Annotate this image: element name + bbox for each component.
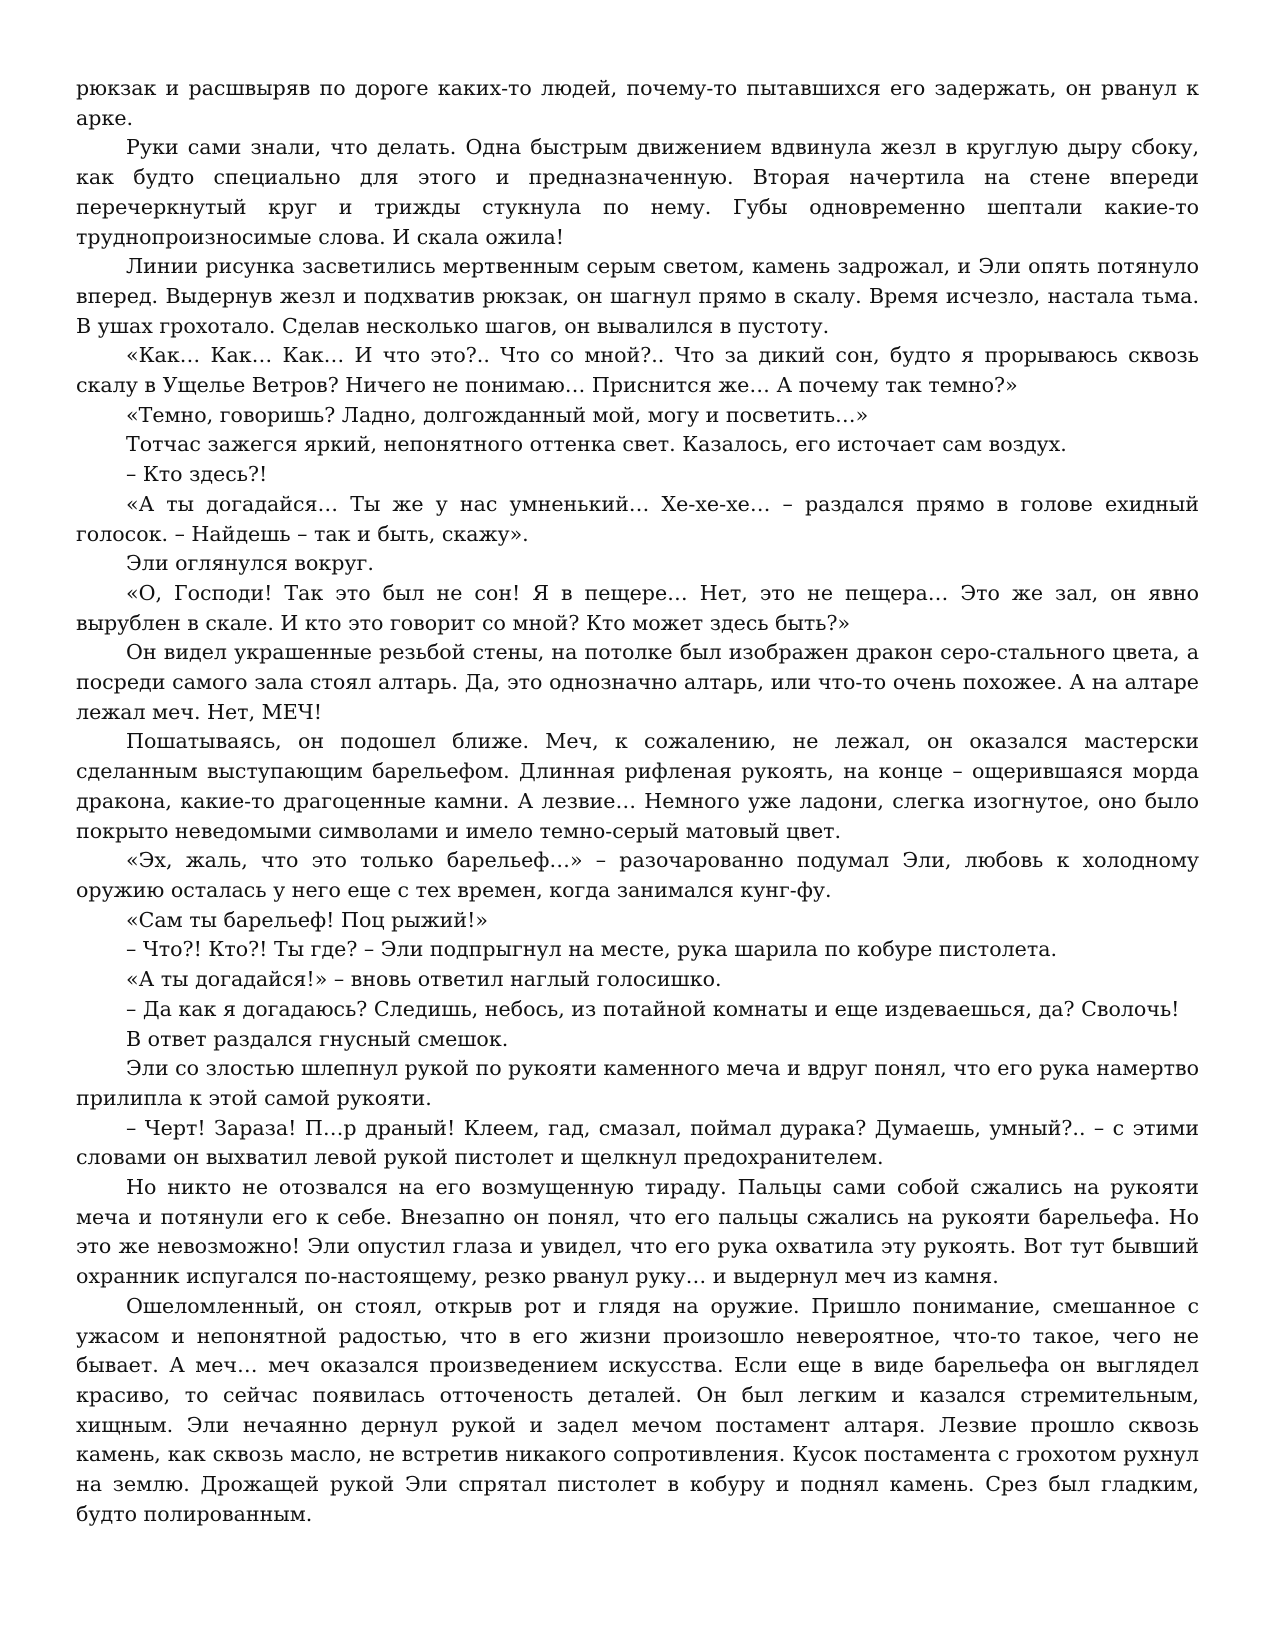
paragraph: «Сам ты барельеф! Поц рыжий!» [126,907,488,932]
paragraph: «А ты догадайся… Ты же у нас умненький… Хе-хе-хе… – раздался прямо в голове ехидный голосок. – Найдешь – так и быть, скажу». [76,491,1199,546]
paragraph: В ответ раздался гнусный смешок. [126,1026,509,1051]
paragraph: «Как… Как… Как… И что это?.. Что со мной?.. Что за дикий сон, будто я прорываюсь сквозь скалу в Ущелье Ветров? Ничего не понимаю… Приснится же… А почему так темно?» [76,343,1199,398]
paragraph: «Эх, жаль, что это только барельеф…» – разочарованно подумал Эли, любовь к холодному оружию осталась у него еще с тех времен, когда занимался кунг-фу. [76,848,1199,902]
paragraph: – Что?! Кто?! Ты где? – Эли подпрыгнул на месте, рука шарила по кобуре пистолета. [126,937,1058,962]
paragraph: Эли оглянулся вокруг. [126,551,374,576]
document-page [76,74,1199,1529]
paragraph: – Черт! Зараза! П…р драный! Клеем, гад, смазал, поймал дурака? Думаешь, умный?.. – с этими словами он выхватил левой рукой пистолет и щелкнул предохранителем. [76,1115,1199,1170]
paragraph: «А ты догадайся!» – вновь ответил наглый голосишко. [126,967,722,992]
paragraph: «Темно, говоришь? Ладно, долгожданный мой, могу и посветить…» [126,402,869,427]
paragraph: – Да как я догадаюсь? Следишь, небось, из потайной комнаты и еще издеваешься, да? Сволочь! [126,996,1180,1021]
paragraph: – Кто здесь?! [126,462,268,487]
paragraph: Но никто не отозвался на его возмущенную тираду. Пальцы сами собой сжались на рукояти меча и потянули его к себе. Внезапно он понял, что его пальцы сжались на рукояти барельефа. Но это же невозможно! Эли опустил глаза и увидел, что его рука охватила эту рукоять. Вот тут бывший охранник испугался по-настоящему, резко рванул руку… и выдернул меч из камня. [76,1175,1199,1289]
paragraph: Линии рисунка засветились мертвенным серым светом, камень задрожал, и Эли опять потянуло вперед. Выдернув жезл и подхватив рюкзак, он шагнул прямо в скалу. Время исчезло, настала тьма. В ушах грохотало. Сделав несколько шагов, он вывалился в пустоту. [76,254,1199,338]
paragraph: рюкзак и расшвыряв по дороге каких-то людей, почему-то пытавшихся его задержать, он рванул к арке. [76,76,1199,130]
paragraph: Тотчас зажегся яркий, непонятного оттенка свет. Казалось, его источает сам воздух. [126,432,1067,457]
paragraph: «О, Господи! Так это был не сон! Я в пещере… Нет, это не пещера… Это же зал, он явно вырублен в скале. И кто это говорит со мной? Кто может здесь быть?» [76,580,1199,635]
paragraph: Пошатываясь, он подошел ближе. Меч, к сожалению, не лежал, он оказался мастерски сделанным выступающим барельефом. Длинная рифленая рукоять, на конце – ощерившаяся морда дракона, какие-то драгоценные камни. А лезвие… Немного уже ладони, слегка изогнутое, оно было покрыто неведомыми символами и имело темно-серый матовый цвет. [76,729,1199,843]
paragraph: Ошеломленный, он стоял, открыв рот и глядя на оружие. Пришло понимание, смешанное с ужасом и непонятной радостью, что в его жизни произошло невероятное, что-то такое, чего не бывает. А меч… меч оказался произведением искусства. Если еще в виде барельефа он выглядел красиво, то сейчас появилась отточеность деталей. Он был легким и казался стремительным, хищным. Эли нечаянно дернул рукой и задел мечом постамент алтаря. Лезвие прошло сквозь камень, как сквозь масло, не встретив никакого сопротивления. Кусок постамента с грохотом рухнул на землю. Дрожащей рукой Эли спрятал пистолет в кобуру и поднял камень. Срез был гладким, будто полированным. [76,1293,1199,1526]
paragraph: Он видел украшенные резьбой стены, на потолке был изображен дракон серо-стального цвета, а посреди самого зала стоял алтарь. Да, это однозначно алтарь, или что-то очень похожее. А на алтаре лежал меч. Нет, МЕЧ! [76,640,1199,724]
paragraph: Эли со злостью шлепнул рукой по рукояти каменного меча и вдруг понял, что его рука намертво прилипла к этой самой рукояти. [76,1056,1199,1110]
paragraph: Руки сами знали, что делать. Одна быстрым движением вдвинула жезл в круглую дыру сбоку, как будто специально для этого и предназначенную. Вторая начертила на стене впереди перечеркнутый круг и трижды стукнула по нему. Губы одновременно шептали какие-то труднопроизносимые слова. И скала ожила! [76,135,1199,249]
